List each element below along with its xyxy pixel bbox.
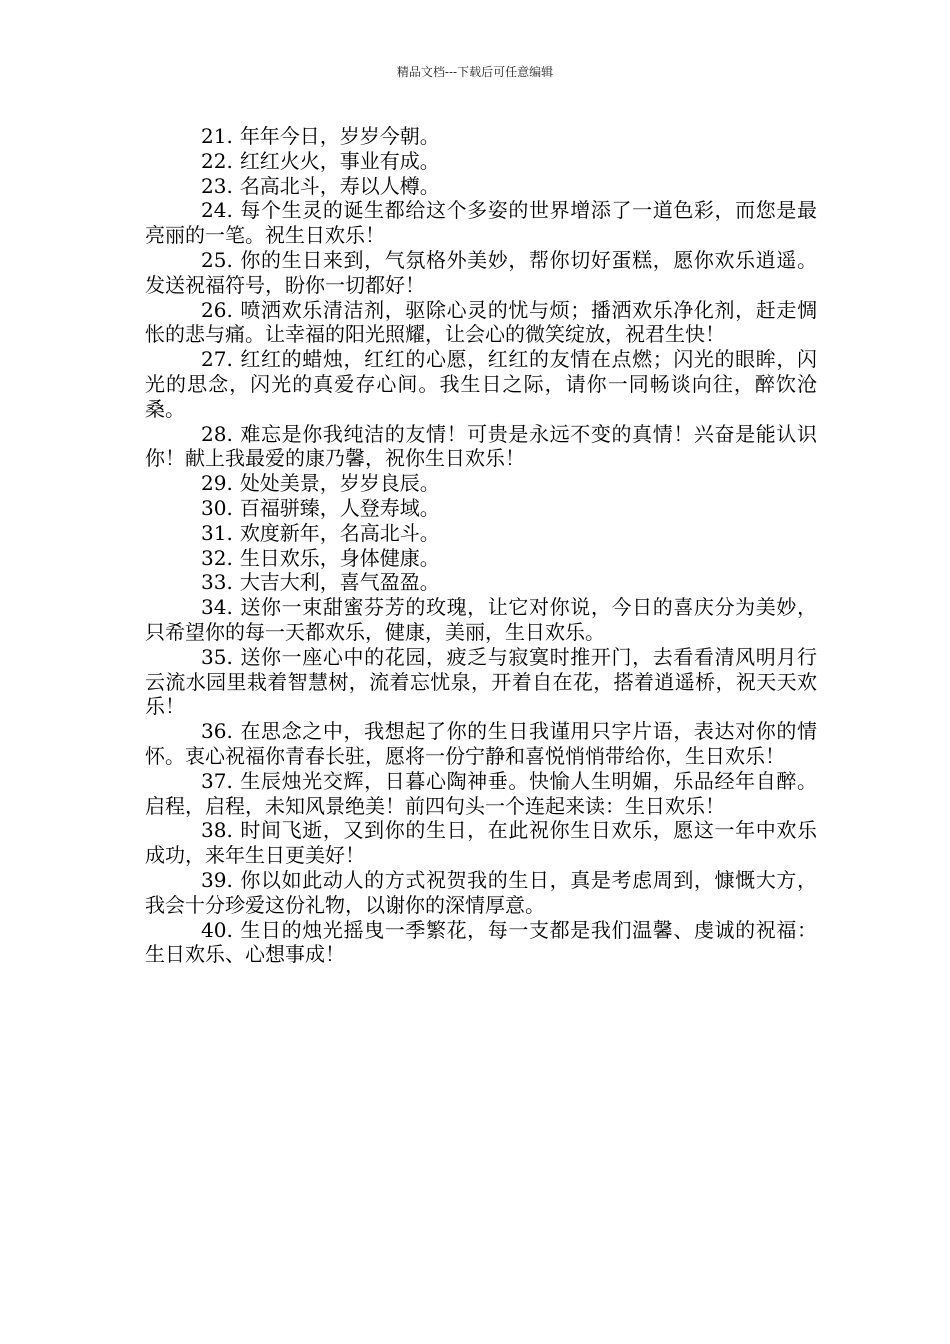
list-item — [145, 124, 817, 149]
item-number: 34. — [201, 595, 233, 620]
item-number: 40. — [201, 917, 233, 942]
item-text: 百福骈臻，人登寿域。 — [239, 495, 440, 520]
list-item — [145, 918, 817, 968]
document-body — [145, 124, 817, 967]
list-item — [145, 521, 817, 546]
page-header: 精品文档---下载后可任意编辑 — [396, 65, 554, 79]
item-number: 24. — [201, 198, 233, 223]
item-text: 喷洒欢乐清洁剂，驱除心灵的忧与烦；播洒欢乐净化剂，赶走惆怅的悲与痛。让幸福的阳光照耀，让会心的微笑绽放，祝君生快！ — [145, 297, 817, 347]
item-text: 你的生日来到，气氛格外美妙，帮你切好蛋糕，愿你欢乐逍遥。发送祝福符号，盼你一切都好！ — [145, 247, 817, 297]
item-number: 28. — [201, 421, 233, 446]
item-text: 难忘是你我纯洁的友情！可贵是永远不变的真情！兴奋是能认识你！献上我最爱的康乃馨，祝你生日欢乐！ — [145, 421, 817, 471]
list-item — [145, 471, 817, 496]
list-item — [145, 149, 817, 174]
item-text: 在思念之中，我想起了你的生日我谨用只字片语，表达对你的情怀。衷心祝福你青春长驻，愿将一份宁静和喜悦悄悄带给你，生日欢乐！ — [145, 719, 817, 768]
item-number: 32. — [201, 545, 233, 570]
item-text: 生日欢乐，身体健康。 — [239, 545, 440, 570]
item-number: 27. — [201, 347, 233, 372]
item-text: 你以如此动人的方式祝贺我的生日，真是考虑周到，慷慨大方，我会十分珍爱这份礼物，以谢你的深情厚意。 — [145, 867, 817, 917]
list-item — [145, 769, 817, 819]
item-number: 25. — [201, 247, 233, 272]
list-item — [145, 818, 817, 868]
list-item — [145, 496, 817, 521]
item-text: 送你一束甜蜜芬芳的玫瑰，让它对你说，今日的喜庆分为美妙，只希望你的每一天都欢乐，健康，美丽，生日欢乐。 — [145, 595, 817, 644]
item-number: 38. — [201, 818, 233, 843]
list-item — [145, 198, 817, 248]
item-text: 年年今日，岁岁今朝。 — [239, 124, 440, 148]
list-item — [145, 347, 817, 421]
item-number: 33. — [201, 570, 233, 595]
item-text: 每个生灵的诞生都给这个多姿的世界增添了一道色彩，而您是最亮丽的一笔。祝生日欢乐！ — [145, 198, 817, 248]
list-item — [145, 248, 817, 298]
item-number: 22. — [201, 148, 233, 173]
item-text: 欢度新年，名高北斗。 — [239, 520, 440, 545]
item-text: 处处美景，岁岁良辰。 — [239, 471, 440, 496]
item-number: 30. — [201, 495, 233, 520]
item-number: 26. — [201, 297, 233, 322]
item-number: 35. — [201, 644, 233, 669]
item-text: 时间飞逝，又到你的生日，在此祝你生日欢乐，愿这一年中欢乐成功，来年生日更美好！ — [145, 818, 817, 868]
list-item — [145, 645, 817, 719]
item-text: 名高北斗，寿以人樽。 — [239, 173, 440, 198]
item-text: 生辰烛光交辉，日暮心陶神垂。快愉人生明媚，乐品经年自醉。启程，启程，未知风景绝美！前四句头一个连起来读：生日欢乐！ — [145, 768, 817, 818]
item-text: 红红的蜡烛，红红的心愿，红红的友情在点燃；闪光的眼眸，闪光的思念，闪光的真爱存心间。我生日之际，请你一同畅谈向往，醉饮沧桑。 — [145, 347, 817, 421]
list-item — [145, 422, 817, 472]
item-number: 36. — [201, 719, 233, 744]
item-number: 37. — [201, 768, 233, 793]
item-text: 大吉大利，喜气盈盈。 — [239, 570, 440, 595]
list-item — [145, 570, 817, 595]
list-item — [145, 868, 817, 918]
list-item — [145, 298, 817, 348]
list-item — [145, 719, 817, 769]
item-number: 31. — [201, 520, 233, 545]
item-text: 送你一座心中的花园，疲乏与寂寞时推开门，去看看清风明月行云流水园里栽着智慧树，流着忘忧泉，开着自在花，搭着逍遥桥，祝天天欢乐！ — [145, 644, 817, 719]
list-item — [145, 595, 817, 645]
item-number: 39. — [201, 867, 233, 892]
item-number: 23. — [201, 173, 233, 198]
item-text: 生日的烛光摇曳一季繁花，每一支都是我们温馨、虔诚的祝福：生日欢乐、心想事成！ — [145, 917, 817, 967]
item-number: 29. — [201, 471, 233, 496]
item-text: 红红火火，事业有成。 — [239, 148, 440, 173]
list-item — [145, 174, 817, 199]
list-item — [145, 546, 817, 571]
item-number: 21. — [201, 124, 233, 148]
